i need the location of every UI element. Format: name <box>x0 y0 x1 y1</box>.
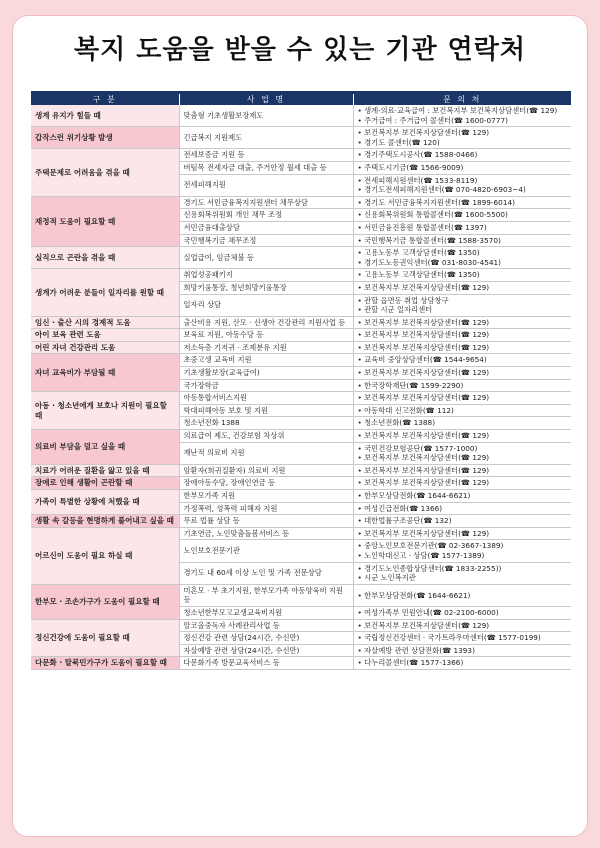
contact-cell <box>353 161 571 174</box>
contact-cell <box>353 149 571 162</box>
contact-cell <box>353 354 571 367</box>
category-cell: 생계가 어려운 분들이 일자리를 원할 때 <box>31 269 179 316</box>
program-cell: 취업성공패키지 <box>179 269 353 282</box>
program-cell: 아동통합서비스지원 <box>179 392 353 405</box>
contact-line: • 전세피해지원센터(☎ 1533-8119) <box>358 176 568 186</box>
contact-cell <box>353 527 571 540</box>
contact-line: • 주거급여 : 주거급여 콜센터(☎ 1600-0777) <box>358 116 568 126</box>
contact-line: • 생계·의료·교육급여 : 보건복지부 보건복지상담센터(☎ 129) <box>358 106 568 116</box>
program-cell: 긴급복지 지원제도 <box>179 127 353 149</box>
page-title: 복지 도움을 받을 수 있는 기관 연락처 <box>73 35 527 65</box>
contact-line: • 보건복지부 보건복지상담센터(☎ 129) <box>358 466 568 476</box>
table-row <box>31 584 571 606</box>
contact-cell <box>353 417 571 430</box>
contact-cell <box>353 367 571 380</box>
category-cell: 재정적 도움이 필요할 때 <box>31 196 179 246</box>
contact-line: • 경기도 서민금융복지지원센터(☎ 1899-6014) <box>358 198 568 208</box>
program-cell: 초중고생 교육비 지원 <box>179 354 353 367</box>
contact-line: • 보건복지부 보건복지상담센터(☎ 129) <box>358 529 568 539</box>
program-cell: 무료 법률 상담 등 <box>179 515 353 528</box>
contact-cell <box>353 221 571 234</box>
contact-line: • 중앙노인보호전문기관(☎ 02-3667-1389) <box>358 541 568 551</box>
contact-cell <box>353 477 571 490</box>
table-row <box>31 196 571 209</box>
contact-line: • 관할 시군 일자리센터 <box>358 305 568 315</box>
contact-cell <box>353 404 571 417</box>
contact-cell <box>353 644 571 657</box>
contact-line: • 여성가족부 민원안내(☎ 02-2100-6000) <box>358 608 568 618</box>
contact-cell <box>353 105 571 127</box>
table-row <box>31 477 571 490</box>
contact-cell <box>353 329 571 342</box>
program-cell: 다문화가족 방문교육서비스 등 <box>179 657 353 670</box>
program-cell: 실업급여, 임금체불 등 <box>179 247 353 269</box>
program-cell: 노인보호전문기관 <box>179 540 353 562</box>
category-cell: 정신건강에 도움이 필요할 때 <box>31 619 179 657</box>
contact-line: • 국민건강보험공단(☎ 1577-1000) <box>358 444 568 454</box>
category-cell: 아동 · 청소년에게 보호나 지원이 필요할 때 <box>31 392 179 430</box>
table-row <box>31 354 571 367</box>
contact-line: • 대한법률구조공단(☎ 132) <box>358 516 568 526</box>
contact-cell <box>353 584 571 606</box>
contact-line: • 보건복지부 보건복지상담센터(☎ 129) <box>358 343 568 353</box>
table-row <box>31 341 571 354</box>
contact-line: • 시군 노인복지관 <box>358 573 568 583</box>
program-cell: 일자리 상담 <box>179 294 353 316</box>
contact-cell <box>353 562 571 584</box>
contact-cell <box>353 502 571 515</box>
contact-cell <box>353 619 571 632</box>
contact-line: • 보건복지부 보건복지상담센터(☎ 129) <box>358 318 568 328</box>
contact-line: • 보건복지부 보건복지상담센터(☎ 129) <box>358 453 568 463</box>
table-header-row <box>31 94 571 105</box>
contact-cell <box>353 341 571 354</box>
category-cell: 생계 유지가 힘들 때 <box>31 105 179 127</box>
program-cell: 청소년전화 1388 <box>179 417 353 430</box>
contact-cell <box>353 316 571 329</box>
table-row <box>31 247 571 269</box>
table-body <box>31 105 571 669</box>
program-cell: 장애아동수당, 장애인연금 등 <box>179 477 353 490</box>
contact-line: • 보건복지부 보건복지상담센터(☎ 129) <box>358 621 568 631</box>
category-cell: 한부모 · 조손가구가 도움이 필요할 때 <box>31 584 179 619</box>
contact-line: • 보건복지부 보건복지상담센터(☎ 129) <box>358 330 568 340</box>
program-cell: 전세보증금 지원 등 <box>179 149 353 162</box>
program-cell: 의료급여 제도, 건강보험 차상위 <box>179 430 353 443</box>
contact-line: • 한국장학재단(☎ 1599-2290) <box>358 381 568 391</box>
contact-line: • 고용노동부 고객상담센터(☎ 1350) <box>358 270 568 280</box>
contact-cell <box>353 196 571 209</box>
category-cell: 치료가 어려운 질환을 앓고 있을 때 <box>31 464 179 477</box>
category-cell: 가족이 특별한 상황에 처했을 때 <box>31 490 179 515</box>
contact-cell <box>353 430 571 443</box>
contact-cell <box>353 269 571 282</box>
contact-line: • 보건복지부 보건복지상담센터(☎ 129) <box>358 283 568 293</box>
program-cell: 청소년한부모고교생교육비지원 <box>179 606 353 619</box>
contact-line: • 보건복지부 보건복지상담센터(☎ 129) <box>358 368 568 378</box>
contact-table <box>31 94 571 670</box>
program-cell: 희망키움통장, 청년희망키움통장 <box>179 281 353 294</box>
program-cell: 알코올중독자 사례관리사업 등 <box>179 619 353 632</box>
contact-cell <box>353 515 571 528</box>
contact-line: • 다누리콜센터(☎ 1577-1366) <box>358 658 568 668</box>
category-cell: 아이 보육 관련 도움 <box>31 329 179 342</box>
contact-line: • 보건복지부 보건복지상담센터(☎ 129) <box>358 478 568 488</box>
contact-cell <box>353 294 571 316</box>
contact-line: • 국립정신건강센터 · 국가트라우마센터(☎ 1577-0199) <box>358 633 568 643</box>
contact-line: • 보건복지부 보건복지상담센터(☎ 129) <box>358 431 568 441</box>
contact-cell <box>353 234 571 247</box>
program-cell: 서민금융대출상담 <box>179 221 353 234</box>
contact-line: • 아동학대 신고전화(☎ 112) <box>358 406 568 416</box>
contact-line: • 경기도노동권익센터(☎ 031-8030-4541) <box>358 258 568 268</box>
category-cell: 어린 자녀 건강관리 도움 <box>31 341 179 354</box>
program-cell: 신용회복위원회 개인 채무 조정 <box>179 209 353 222</box>
table-row <box>31 527 571 540</box>
contact-line: • 한부모상담전화(☎ 1644-6621) <box>358 591 568 601</box>
contact-cell <box>353 281 571 294</box>
category-cell: 생활 속 갈등을 현명하게 풀어내고 싶을 때 <box>31 515 179 528</box>
contact-cell <box>353 127 571 149</box>
contact-line: • 국민행복기금 통합콜센터(☎ 1588-3570) <box>358 236 568 246</box>
contact-cell <box>353 442 571 464</box>
program-cell: 한부모가족 지원 <box>179 490 353 503</box>
contact-cell <box>353 464 571 477</box>
category-cell: 의료비 부담을 덜고 싶을 때 <box>31 430 179 465</box>
table-row <box>31 490 571 503</box>
program-cell: 자살예방 관련 상담(24시간, 수신만) <box>179 644 353 657</box>
program-cell: 저소득층 기저귀 · 조제분유 지원 <box>179 341 353 354</box>
category-cell: 장애로 인해 생활이 곤란할 때 <box>31 477 179 490</box>
table-row <box>31 619 571 632</box>
category-cell: 실직으로 곤란을 겪을 때 <box>31 247 179 269</box>
program-cell: 기초연금, 노인맞춤돌봄서비스 등 <box>179 527 353 540</box>
table-row <box>31 430 571 443</box>
contact-line: • 청소년전화(☎ 1388) <box>358 418 568 428</box>
contact-line: • 신용회복위원회 통합콜센터(☎ 1600-5500) <box>358 210 568 220</box>
table-row <box>31 149 571 162</box>
contact-line: • 경기도 콜센터(☎ 120) <box>358 138 568 148</box>
header-program: 사 업 명 <box>179 94 353 105</box>
contact-cell <box>353 379 571 392</box>
table-row <box>31 329 571 342</box>
contact-cell <box>353 632 571 645</box>
category-cell: 갑작스런 위기상황 발생 <box>31 127 179 149</box>
table-row <box>31 657 571 670</box>
contact-line: • 자살예방 관련 상담전화(☎ 1393) <box>358 646 568 656</box>
program-cell: 국민행복기금 채무조정 <box>179 234 353 247</box>
header-contact: 문 의 처 <box>353 94 571 105</box>
program-cell: 보육료 지원, 아동수당 등 <box>179 329 353 342</box>
contact-line: • 여성긴급전화(☎ 1366) <box>358 504 568 514</box>
program-cell: 전세피해지원 <box>179 174 353 196</box>
contact-cell <box>353 657 571 670</box>
program-cell: 가정폭력, 성폭력 피해자 지원 <box>179 502 353 515</box>
program-cell: 경기도 내 60세 이상 노인 및 가족 전문상담 <box>179 562 353 584</box>
contact-line: • 관할 읍면동 취업 상담창구 <box>358 296 568 306</box>
category-cell: 임신 · 출산 시의 경제적 도움 <box>31 316 179 329</box>
program-cell: 암환자(희귀질환자) 의료비 지원 <box>179 464 353 477</box>
program-cell: 국가장학금 <box>179 379 353 392</box>
contact-cell <box>353 392 571 405</box>
program-cell: 버팀목 전세자금 대출, 주거안정 월세 대출 등 <box>179 161 353 174</box>
category-cell: 어르신이 도움이 필요 하실 때 <box>31 527 179 584</box>
table-row <box>31 392 571 405</box>
program-cell: 학대피해아동 보호 및 지원 <box>179 404 353 417</box>
contact-line: • 보건복지부 보건복지상담센터(☎ 129) <box>358 393 568 403</box>
program-cell: 재난적 의료비 지원 <box>179 442 353 464</box>
contact-cell <box>353 174 571 196</box>
program-cell: 미혼모 · 부 초기지원, 한부모가족 아동양육비 지원 등 <box>179 584 353 606</box>
contact-line: • 경기도전세피해지원센터(☎ 070-4820-6903~4) <box>358 185 568 195</box>
program-cell: 출산비용 지원, 산모 · 신생아 건강관리 지원사업 등 <box>179 316 353 329</box>
table-row <box>31 316 571 329</box>
program-cell: 기초생활보장(교육급여) <box>179 367 353 380</box>
contact-line: • 경기주택도시공사(☎ 1588-0466) <box>358 150 568 160</box>
header-category: 구 분 <box>31 94 179 105</box>
table-row <box>31 127 571 149</box>
table-row <box>31 105 571 127</box>
contact-line: • 노인학대신고 · 상담(☎ 1577-1389) <box>358 551 568 561</box>
program-cell: 맞춤형 기초생활보장제도 <box>179 105 353 127</box>
contact-line: • 한부모상담전화(☎ 1644-6621) <box>358 491 568 501</box>
document-sheet <box>12 15 588 837</box>
table-row <box>31 464 571 477</box>
contact-line: • 보건복지부 보건복지상담센터(☎ 129) <box>358 128 568 138</box>
contact-cell <box>353 247 571 269</box>
contact-line: • 주택도시기금(☎ 1566-9009) <box>358 163 568 173</box>
table-row <box>31 515 571 528</box>
contact-cell <box>353 540 571 562</box>
category-cell: 다문화 · 탈북민가구가 도움이 필요할 때 <box>31 657 179 670</box>
program-cell: 경기도 서민금융복지지원센터 채무상담 <box>179 196 353 209</box>
contact-line: • 서민금융진흥원 통합콜센터(☎ 1397) <box>358 223 568 233</box>
contact-cell <box>353 209 571 222</box>
category-cell: 주택문제로 어려움을 겪을 때 <box>31 149 179 196</box>
contact-line: • 교육비 중앙상담센터(☎ 1544-9654) <box>358 355 568 365</box>
contact-line: • 경기도노인종합상담센터(☎ 1833-2255)) <box>358 564 568 574</box>
contact-cell <box>353 490 571 503</box>
table-row <box>31 269 571 282</box>
contact-line: • 고용노동부 고객상담센터(☎ 1350) <box>358 248 568 258</box>
program-cell: 정신건강 관련 상담(24시간, 수신만) <box>179 632 353 645</box>
contact-cell <box>353 606 571 619</box>
category-cell: 자녀 교육비가 부담될 때 <box>31 354 179 392</box>
